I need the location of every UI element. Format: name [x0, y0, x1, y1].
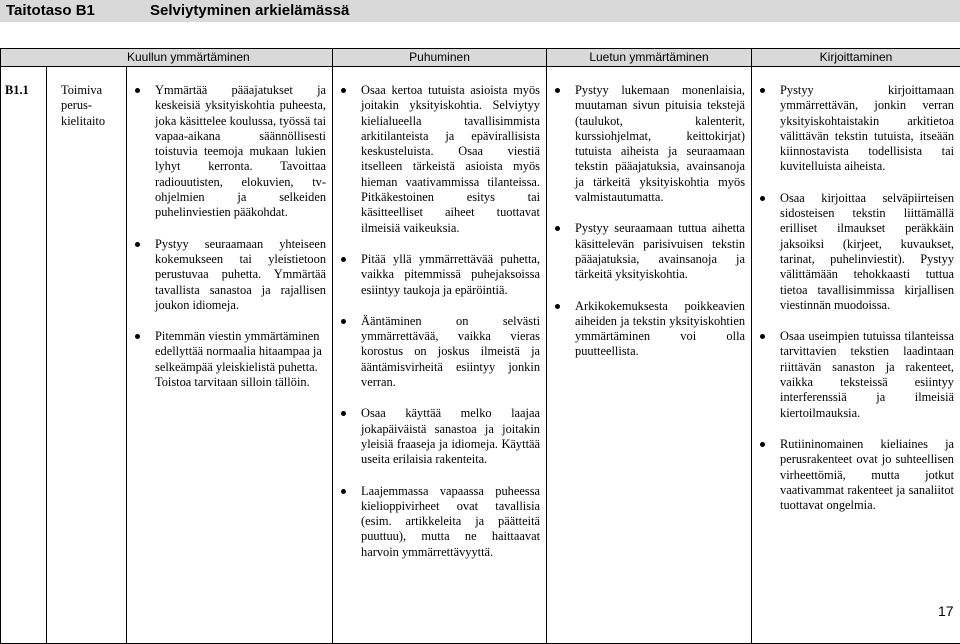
kuullun-cell — [127, 67, 333, 644]
column-header-row — [1, 49, 960, 67]
level-code: B1.1 — [1, 67, 47, 644]
list-item: Laajemmassa vapaassa puheessa kielioppivirheet ovat tavallisia (esim. artikkeleita ja päätteitä puuttuu), mutta ne haittaavat harvoin ymmärrettävyyttä. — [361, 484, 540, 560]
list-item: Pystyy seuraamaan yhteiseen kokemukseen tai yleistietoon perustuvaa puhetta. Ymmärtää tavallista sanastoa ja rajallisen joukon idiomeja. — [155, 237, 326, 313]
list-item: Arkikokemuksesta poikkeavien aiheiden ja tekstin yksityiskohtien ymmärtäminen voi olla puutteellista. — [575, 299, 745, 360]
skills-table — [0, 48, 960, 644]
list-item: Pystyy seuraamaan tuttua aihetta käsittelevän parisivuisen tekstin pääajatuksia, avainsanoja ja tärkeitä yksityiskohtia. — [575, 221, 745, 282]
list-item: Ääntäminen on selvästi ymmärrettävää, vaikka vieras korostus on joskus ilmeistä ja ääntämisvirheitä esiintyy jonkin verran. — [361, 314, 540, 390]
list-item: Osaa käyttää melko laajaa jokapäiväistä sanastoa ja joitakin yleisiä fraaseja ja idiomeja. Käyttää useita erilaisia rakenteita. — [361, 406, 540, 467]
list-item: Pystyy kirjoittamaan ymmärrettävän, jonkin verran yksityiskohtaistakin arkitietoa välittävän tekstin tutuista, itseään kiinnostavista todellisista tai kuvitelluista aiheista. — [780, 83, 954, 175]
topic-title: Selviytyminen arkielämässä — [150, 0, 349, 22]
column-header-kirjoittaminen: Kirjoittaminen — [752, 49, 960, 67]
column-header-puhuminen: Puhuminen — [333, 49, 547, 67]
column-header-kuullun: Kuullun ymmärtäminen — [1, 49, 333, 67]
level-row — [1, 67, 960, 644]
column-header-luetun: Luetun ymmärtäminen — [547, 49, 752, 67]
list-item: Osaa kirjoittaa selväpiirteisen sidosteisen tekstin liittämällä erilliset ilmaukset peräkkäin jaksoiksi (kirjeet, kuvaukset, tarinat, puhelinviestit). Pystyy välittämään tehokkaasti tuttua tietoa tavallisimmissa kirjallisen viestinnän muodoissa. — [780, 191, 954, 313]
list-item: Osaa useimpien tutuissa tilanteissa tarvittavien tekstien laadintaan riittävän sanaston ja rakenteet, vaikka teksteissä esiintyy interferenssiä ja ilmeisiä kiertoilmauksia. — [780, 329, 954, 421]
luetun-cell — [547, 67, 752, 644]
puhuminen-cell — [333, 67, 547, 644]
level-title: Taitotaso B1 — [6, 0, 95, 22]
list-item: Rutiininomainen kieliaines ja perusrakenteet ovat jo suhteellisen virheettömiä, mutta jotkut vaativammat rakenteet ja sanaliitot tuottavat ongelmia. — [780, 437, 954, 513]
title-bar — [0, 0, 960, 22]
list-item: Pitää yllä ymmärrettävää puhetta, vaikka pitemmissä puhejaksoissa esiintyy taukoja ja epäröintiä. — [361, 252, 540, 298]
list-item: Pitemmän viestin ymmärtäminen edellyttää normaalia hitaampaa ja selkeämpää yleiskielistä puhetta. Toistoa tarvitaan silloin tällöin. — [155, 329, 326, 390]
list-item: Ymmärtää pääajatukset ja keskeisiä yksityiskohtia puheesta, joka käsittelee koulussa, työssä tai vapaa-aikana säännöllisesti toistuvia teemoja mukaan lukien lyhyt kerronta. Tavoittaa radiouutisten, elokuvien, tv-ohjelmien ja selkeiden puhelinviestien pääkohdat. — [155, 83, 326, 221]
kirjoittaminen-cell — [752, 67, 960, 644]
level-category: Toimiva perus-kielitaito — [47, 67, 127, 644]
list-item: Pystyy lukemaan monenlaisia, muutaman sivun pituisia tekstejä (taulukot, kalenterit, kurssiohjelmat, keittokirjat) tutuista aiheista ja seuraamaan tekstin pääajatuksia, avainsanoja ja tärkeitä yksityiskohtia myös valmistautumatta. — [575, 83, 745, 205]
page-number: 17 — [938, 603, 954, 619]
list-item: Osaa kertoa tutuista asioista myös joitakin yksityiskohtia. Selviytyy kielialueella tavallisimmista arkitilanteista ja epävirallisista keskusteluista. Osaa viestiä itselleen tärkeistä asioista myös hieman vaativammissa tilanteissa. Pitkäkestoinen esitys tai käsitteelliset aiheet tuottavat ilmeisiä vaikeuksia. — [361, 83, 540, 236]
